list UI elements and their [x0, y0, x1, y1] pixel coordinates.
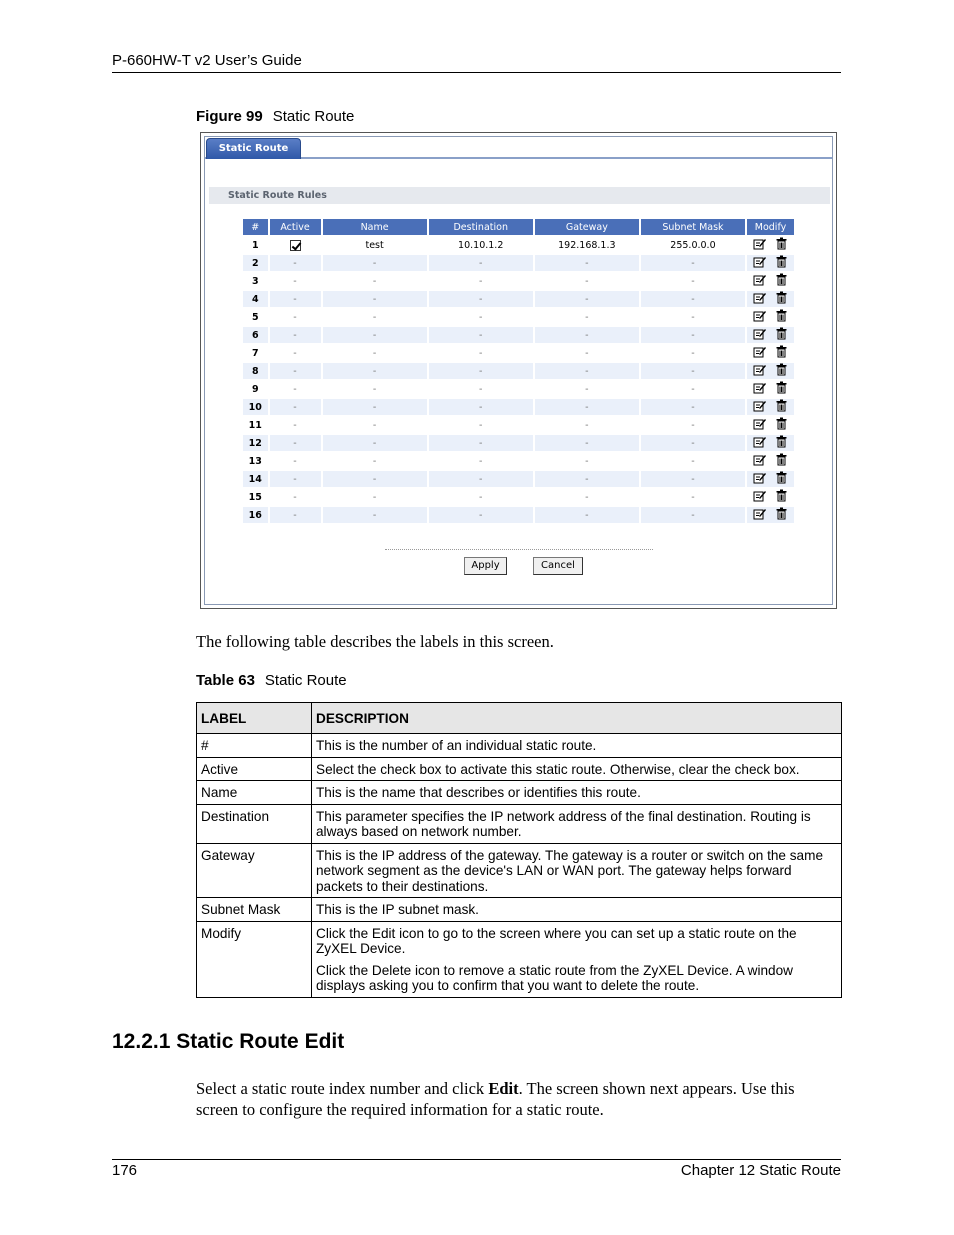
row-number: 8 — [243, 363, 268, 379]
table-row — [197, 804, 842, 843]
trash-icon[interactable] — [775, 417, 788, 430]
destination-cell: - — [479, 419, 483, 431]
row-number: 16 — [243, 507, 268, 523]
gateway-cell: - — [585, 275, 589, 287]
description-column-header: DESCRIPTION — [312, 703, 842, 734]
header-rule — [112, 72, 841, 73]
subnet-mask-cell: - — [691, 455, 695, 467]
intro-text: The following table describes the labels in this screen. — [196, 632, 554, 651]
subnet-mask-cell: - — [641, 507, 745, 523]
table-row — [197, 843, 842, 898]
table-row — [243, 399, 794, 415]
destination-cell: - — [429, 327, 533, 343]
tab-strip — [205, 137, 832, 159]
description-text: This is the name that describes or identifies this route. — [316, 785, 641, 800]
cancel-button[interactable]: Cancel — [533, 557, 583, 575]
gateway-cell: - — [585, 311, 589, 323]
desc-body — [197, 734, 842, 998]
gateway-cell: - — [585, 491, 589, 503]
page-number: 176 — [112, 1162, 138, 1179]
table-row — [243, 507, 794, 523]
description-cell — [312, 757, 842, 781]
name-cell: - — [323, 471, 427, 487]
subnet-mask-cell: - — [691, 419, 695, 431]
active-cell: - — [270, 327, 321, 343]
gateway-cell: 192.168.1.3 — [558, 239, 616, 251]
modify-cell — [747, 417, 794, 433]
label-cell: Modify — [197, 921, 312, 997]
rules-header-row — [243, 219, 794, 235]
table-row — [243, 363, 794, 379]
subnet-mask-cell: 255.0.0.0 — [670, 239, 716, 251]
trash-icon[interactable] — [775, 435, 788, 448]
label-cell: Active — [197, 757, 312, 781]
modify-cell — [747, 435, 794, 451]
active-cell: - — [293, 347, 297, 359]
active-cell: - — [270, 435, 321, 451]
modify-cell — [747, 507, 794, 523]
table-row — [243, 237, 794, 253]
active-cell: - — [270, 399, 321, 415]
para-bold-edit: Edit — [488, 1079, 519, 1098]
rules-body — [243, 237, 794, 523]
apply-button[interactable]: Apply — [464, 557, 507, 575]
name-cell: - — [323, 291, 427, 307]
trash-icon[interactable] — [775, 507, 788, 520]
edit-icon[interactable] — [753, 237, 766, 250]
destination-cell: - — [429, 291, 533, 307]
edit-icon[interactable] — [753, 273, 766, 286]
row-number: 7 — [251, 347, 259, 359]
table-row — [243, 471, 794, 487]
chapter-title: Chapter 12 Static Route — [680, 1162, 841, 1179]
label-cell: Destination — [197, 804, 312, 843]
description-cell — [312, 804, 842, 843]
active-cell: - — [270, 363, 321, 379]
column-header: Modify — [747, 219, 794, 235]
label-cell: Subnet Mask — [197, 898, 312, 922]
edit-icon[interactable] — [753, 309, 766, 322]
active-cell: - — [293, 275, 297, 287]
row-number: 9 — [251, 383, 259, 395]
row-number: 4 — [243, 291, 268, 307]
gateway-cell: - — [535, 471, 639, 487]
table-row — [243, 345, 794, 361]
destination-cell: - — [429, 363, 533, 379]
table-row — [243, 255, 794, 271]
label-column-header: LABEL — [197, 703, 312, 734]
row-number: 13 — [248, 455, 262, 467]
modify-cell — [747, 453, 794, 469]
destination-cell: - — [479, 455, 483, 467]
table-row — [197, 781, 842, 805]
gateway-cell: - — [535, 507, 639, 523]
row-number: 14 — [243, 471, 268, 487]
name-cell: test — [365, 239, 384, 251]
row-number: 2 — [243, 255, 268, 271]
gateway-cell: - — [585, 455, 589, 467]
active-cell: - — [293, 383, 297, 395]
subnet-mask-cell: - — [641, 435, 745, 451]
table-row — [243, 327, 794, 343]
table-row — [243, 489, 794, 505]
active-cell: - — [270, 291, 321, 307]
table-row — [243, 417, 794, 433]
table-label: Table 63 — [196, 672, 255, 689]
trash-icon[interactable] — [775, 291, 788, 304]
trash-icon[interactable] — [775, 273, 788, 286]
active-cell: - — [270, 507, 321, 523]
modify-cell — [747, 273, 794, 289]
table-row — [197, 898, 842, 922]
table-row — [197, 734, 842, 758]
para-text-start: Select a static route index number and click — [196, 1079, 489, 1098]
name-cell: - — [323, 507, 427, 523]
gateway-cell: - — [585, 419, 589, 431]
name-cell: - — [323, 399, 427, 415]
edit-icon[interactable] — [753, 471, 766, 484]
destination-cell: - — [429, 507, 533, 523]
destination-cell: - — [479, 491, 483, 503]
table-title: Static Route — [264, 672, 347, 689]
table-row — [243, 435, 794, 451]
destination-cell: - — [429, 255, 533, 271]
column-header: Active — [270, 219, 321, 235]
description-text: This is the IP subnet mask. — [316, 902, 479, 917]
description-text: This is the IP address of the gateway. The gateway is a router or switch on the same network segment as the device's LAN or WAN port. The gateway helps forward packets to their destinations. — [316, 847, 824, 894]
modify-cell — [747, 237, 794, 253]
destination-cell: - — [479, 275, 483, 287]
active-cell: - — [293, 455, 297, 467]
row-number: 11 — [248, 419, 262, 431]
trash-icon[interactable] — [775, 399, 788, 412]
gateway-cell: - — [535, 291, 639, 307]
modify-cell — [747, 489, 794, 505]
trash-icon[interactable] — [775, 345, 788, 358]
modify-cell — [747, 291, 794, 307]
description-cell — [312, 898, 842, 922]
row-number: 1 — [251, 239, 259, 251]
active-cell: - — [293, 491, 297, 503]
edit-icon[interactable] — [753, 327, 766, 340]
name-cell: - — [323, 435, 427, 451]
edit-icon[interactable] — [753, 507, 766, 520]
edit-icon[interactable] — [753, 345, 766, 358]
modify-cell — [747, 363, 794, 379]
modify-cell — [747, 327, 794, 343]
name-cell: - — [323, 363, 427, 379]
modify-cell — [747, 399, 794, 415]
active-checkbox[interactable] — [290, 240, 301, 251]
destination-cell: - — [479, 383, 483, 395]
row-number: 10 — [243, 399, 268, 415]
row-number: 6 — [243, 327, 268, 343]
description-cell — [312, 843, 842, 898]
description-text: Click the Delete icon to remove a static route from the ZyXEL Device. A window displays asking you to confirm that you want to delete the route. — [316, 962, 793, 993]
description-cell — [312, 921, 842, 997]
subnet-mask-cell: - — [641, 255, 745, 271]
name-cell: - — [323, 255, 427, 271]
destination-cell: - — [429, 399, 533, 415]
label-cell: Name — [197, 781, 312, 805]
column-header: Gateway — [535, 219, 639, 235]
subnet-mask-cell: - — [691, 311, 695, 323]
subnet-mask-cell: - — [691, 491, 695, 503]
description-cell — [312, 734, 842, 758]
trash-icon[interactable] — [775, 363, 788, 376]
tab-static-route[interactable]: Static Route — [206, 138, 301, 159]
screen-panel — [204, 136, 833, 605]
subnet-mask-cell: - — [641, 327, 745, 343]
figure-title: Static Route — [272, 108, 355, 125]
edit-icon[interactable] — [753, 399, 766, 412]
section-heading: 12.2.1 Static Route Edit — [112, 1030, 345, 1053]
gateway-cell: - — [535, 399, 639, 415]
label-cell: # — [197, 734, 312, 758]
dotted-divider — [385, 549, 653, 550]
name-cell: - — [372, 491, 377, 503]
description-cell — [312, 781, 842, 805]
column-header: Name — [323, 219, 427, 235]
edit-icon[interactable] — [753, 381, 766, 394]
static-route-screenshot — [200, 132, 837, 609]
table-row — [197, 921, 842, 997]
gateway-cell: - — [585, 383, 589, 395]
name-cell: - — [372, 455, 377, 467]
gateway-cell: - — [535, 327, 639, 343]
subnet-mask-cell: - — [691, 347, 695, 359]
destination-cell: - — [429, 435, 533, 451]
trash-icon[interactable] — [775, 255, 788, 268]
running-header: P-660HW-T v2 User’s Guide — [112, 52, 302, 69]
subnet-mask-cell: - — [641, 363, 745, 379]
label-description-table — [196, 702, 842, 998]
active-cell — [270, 237, 321, 253]
subnet-mask-cell: - — [691, 275, 695, 287]
edit-icon[interactable] — [753, 255, 766, 268]
edit-icon[interactable] — [753, 363, 766, 376]
name-cell: - — [372, 383, 377, 395]
table-caption — [196, 672, 347, 689]
trash-icon[interactable] — [775, 489, 788, 502]
edit-icon[interactable] — [753, 291, 766, 304]
para-text-end: . The screen shown next appears. Use this screen to configure the required information for a static route. — [196, 1079, 795, 1119]
name-cell: - — [372, 275, 377, 287]
gateway-cell: - — [535, 435, 639, 451]
row-number: 5 — [251, 311, 259, 323]
modify-cell — [747, 381, 794, 397]
footer-rule — [112, 1159, 841, 1160]
edit-icon[interactable] — [753, 489, 766, 502]
modify-cell — [747, 471, 794, 487]
trash-icon[interactable] — [775, 381, 788, 394]
trash-icon[interactable] — [775, 237, 788, 250]
table-row — [197, 757, 842, 781]
description-text: Click the Edit icon to go to the screen where you can set up a static route on the ZyXEL Device. — [316, 925, 797, 956]
table-row — [243, 273, 794, 289]
subnet-mask-cell: - — [641, 399, 745, 415]
name-cell: - — [372, 419, 377, 431]
row-number: 12 — [243, 435, 268, 451]
edit-icon[interactable] — [753, 453, 766, 466]
gateway-cell: - — [535, 255, 639, 271]
trash-icon[interactable] — [775, 309, 788, 322]
modify-cell — [747, 309, 794, 325]
edit-icon[interactable] — [753, 417, 766, 430]
column-header: # — [243, 219, 268, 235]
table-row — [243, 453, 794, 469]
modify-cell — [747, 345, 794, 361]
table-row — [243, 291, 794, 307]
active-cell: - — [293, 419, 297, 431]
edit-icon[interactable] — [753, 435, 766, 448]
row-number: 15 — [248, 491, 262, 503]
figure-caption — [196, 108, 354, 125]
modify-cell — [747, 255, 794, 271]
column-header: Subnet Mask — [641, 219, 745, 235]
trash-icon[interactable] — [775, 471, 788, 484]
table-row — [243, 381, 794, 397]
destination-cell: - — [429, 471, 533, 487]
description-text: This parameter specifies the IP network address of the final destination. Routing is always based on network number. — [316, 808, 811, 839]
column-header: Destination — [429, 219, 533, 235]
destination-cell: - — [479, 347, 483, 359]
figure-label: Figure 99 — [196, 108, 263, 125]
active-cell: - — [293, 311, 297, 323]
subnet-mask-cell: - — [641, 291, 745, 307]
active-cell: - — [270, 255, 321, 271]
description-text: This is the number of an individual static route. — [316, 738, 597, 753]
name-cell: - — [372, 311, 377, 323]
trash-icon[interactable] — [775, 453, 788, 466]
active-cell: - — [270, 471, 321, 487]
table-row — [243, 309, 794, 325]
trash-icon[interactable] — [775, 327, 788, 340]
gateway-cell: - — [535, 363, 639, 379]
section-title-bar: Static Route Rules — [209, 187, 830, 204]
static-route-rules-table — [241, 217, 796, 525]
subnet-mask-cell: - — [641, 471, 745, 487]
desc-header-row — [197, 703, 842, 734]
description-text: Select the check box to activate this static route. Otherwise, clear the check box. — [316, 761, 800, 777]
gateway-cell: - — [585, 347, 589, 359]
subnet-mask-cell: - — [691, 383, 695, 395]
row-number: 3 — [251, 275, 259, 287]
name-cell: - — [323, 327, 427, 343]
destination-cell: 10.10.1.2 — [458, 239, 504, 251]
label-cell: Gateway — [197, 843, 312, 898]
section-paragraph — [196, 1078, 836, 1120]
name-cell: - — [372, 347, 377, 359]
destination-cell: - — [479, 311, 483, 323]
